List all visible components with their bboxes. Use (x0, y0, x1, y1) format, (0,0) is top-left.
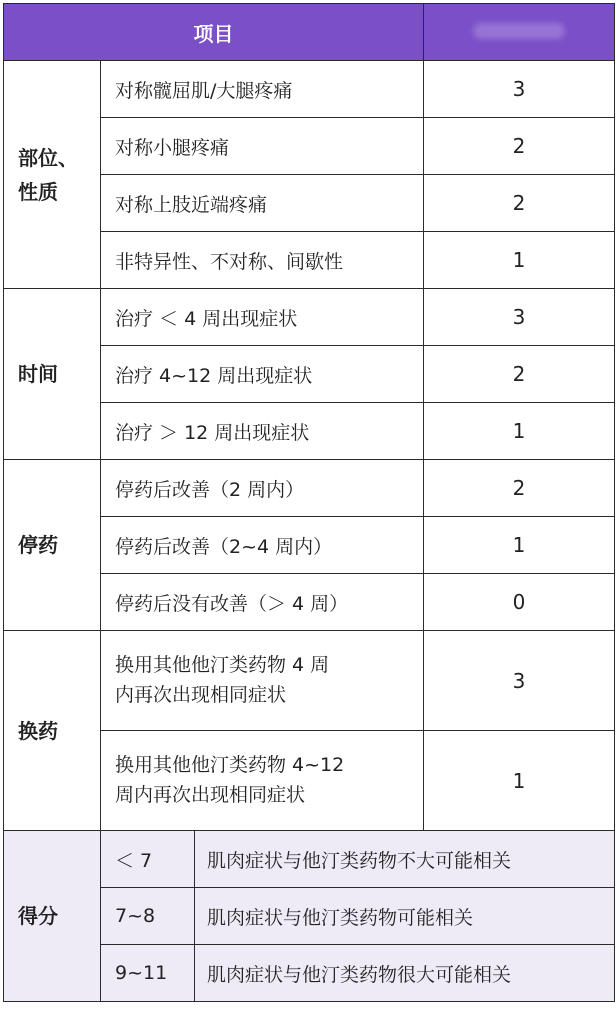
item-score: 1 (424, 232, 615, 289)
score-interpretation: 肌肉症状与他汀类药物不大可能相关 (195, 831, 615, 888)
item-label: 治疗 ＞ 12 周出现症状 (101, 403, 424, 460)
item-score: 3 (424, 631, 615, 731)
item-label: 停药后改善（2 周内） (101, 460, 424, 517)
item-label: 换用其他他汀类药物 4~12 周内再次出现相同症状 (101, 731, 424, 831)
item-score: 1 (424, 403, 615, 460)
score-range: 7~8 (101, 888, 195, 945)
category-withdrawal: 停药 (4, 460, 101, 631)
item-label: 对称小腿疼痛 (101, 118, 424, 175)
item-score: 3 (424, 61, 615, 118)
category-location: 部位、 性质 (4, 61, 101, 289)
score-range: ＜ 7 (101, 831, 195, 888)
item-score: 0 (424, 574, 615, 631)
table-row (4, 460, 615, 517)
category-total-score: 得分 (4, 831, 101, 1002)
item-label: 停药后改善（2~4 周内） (101, 517, 424, 574)
item-score: 3 (424, 289, 615, 346)
item-label: 换用其他他汀类药物 4 周 内再次出现相同症状 (101, 631, 424, 731)
item-label: 非特异性、不对称、间歇性 (101, 232, 424, 289)
item-score: 2 (424, 175, 615, 232)
item-score: 1 (424, 731, 615, 831)
item-label: 对称上肢近端疼痛 (101, 175, 424, 232)
statin-score-table (3, 3, 615, 1002)
item-score: 2 (424, 346, 615, 403)
item-label: 对称髋屈肌/大腿疼痛 (101, 61, 424, 118)
header-score-label (424, 4, 615, 61)
item-score: 1 (424, 517, 615, 574)
item-label: 治疗 ＜ 4 周出现症状 (101, 289, 424, 346)
category-rechallenge: 换药 (4, 631, 101, 831)
item-score: 2 (424, 460, 615, 517)
item-label: 停药后没有改善（＞ 4 周） (101, 574, 424, 631)
table-row (4, 289, 615, 346)
blurred-header-label (473, 23, 565, 39)
header-row (4, 4, 615, 61)
result-row (4, 831, 615, 888)
score-interpretation: 肌肉症状与他汀类药物可能相关 (195, 888, 615, 945)
item-score: 2 (424, 118, 615, 175)
item-label: 治疗 4~12 周出现症状 (101, 346, 424, 403)
score-interpretation: 肌肉症状与他汀类药物很大可能相关 (195, 945, 615, 1002)
header-item-label: 项目 (4, 4, 424, 61)
table-row (4, 631, 615, 731)
category-time: 时间 (4, 289, 101, 460)
score-range: 9~11 (101, 945, 195, 1002)
table-row (4, 61, 615, 118)
